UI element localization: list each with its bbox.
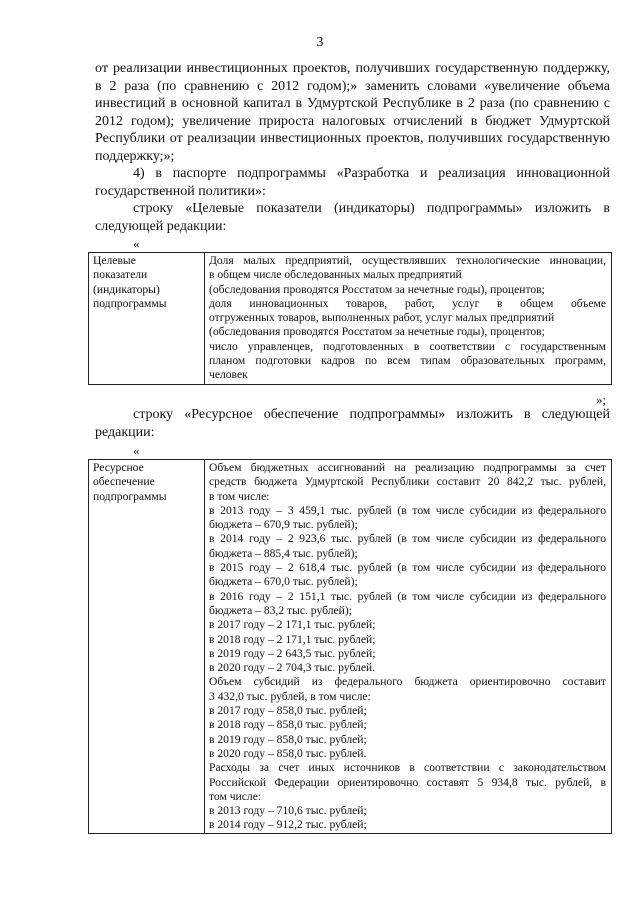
- content-line: в 2017 году – 2 171,1 тыс. рублей;: [209, 618, 376, 632]
- content-line: в общем числе обследованных малых предприятий: [209, 268, 462, 282]
- paragraph-row-resources: строку «Ресурсное обеспечение подпрограммы» изложить в следующей редакции:: [95, 407, 610, 440]
- table-row: [89, 253, 612, 385]
- between-text: [95, 406, 610, 441]
- content-line: в 2013 году – 710,6 тыс. рублей;: [209, 804, 367, 818]
- content-line: Объем субсидий из федерального бюджета ориентировочно составит: [209, 675, 606, 689]
- content-line: в 2018 году – 2 171,1 тыс. рублей;: [209, 632, 376, 646]
- content-line: человек: [209, 368, 248, 382]
- content-line: Доля малых предприятий, осуществлявших технологические инновации,: [209, 254, 606, 267]
- table-row: [89, 460, 612, 834]
- content-line: бюджета – 885,4 тыс. рублей);: [209, 546, 358, 560]
- label-line: Ресурсное: [93, 461, 144, 474]
- label-line: (индикаторы): [93, 282, 160, 296]
- content-line: бюджета – 670,9 тыс. рублей);: [209, 518, 358, 532]
- label-line: подпрограммы: [93, 296, 167, 310]
- label-line: показатели: [93, 268, 148, 282]
- targets-table: [88, 252, 612, 385]
- content-line: в 2017 году – 858,0 тыс. рублей;: [209, 704, 367, 718]
- content-line: в 2020 году – 858,0 тыс. рублей.: [209, 746, 367, 760]
- page-number: 3: [316, 35, 324, 50]
- content-line: в 2019 году – 2 643,5 тыс. рублей;: [209, 646, 376, 660]
- content-line: 3 432,0 тыс. рублей, в том числе:: [209, 689, 371, 703]
- paragraph-row-targets: строку «Целевые показатели (индикаторы) подпрограммы» изложить в следующей редакции:: [95, 201, 610, 234]
- label-line: обеспечение: [93, 475, 155, 489]
- content-line: том числе:: [209, 789, 262, 803]
- opening-quote-1: «: [133, 236, 140, 251]
- content-line: Российской Федерации ориентировочно составят 5 934,8 тыс. рублей, в: [209, 775, 606, 789]
- content-line: Объем бюджетных ассигнований на реализацию подпрограммы за счет: [209, 461, 606, 474]
- resources-content-cell: [205, 460, 612, 834]
- content-line: в 2016 году – 2 151,1 тыс. рублей (в том числе субсидии из федерального: [209, 589, 606, 603]
- content-line: в 2013 году – 3 459,1 тыс. рублей (в том числе субсидии из федерального: [209, 503, 606, 517]
- content-line: отгруженных товаров, выполненных работ, услуг малых предприятий: [209, 311, 555, 325]
- content-line: средств бюджета Удмуртской Республики составит 20 842,2 тыс. рублей,: [209, 475, 606, 489]
- content-line: бюджета – 83,2 тыс. рублей);: [209, 603, 352, 617]
- paragraph-item-4: 4) в паспорте подпрограммы «Разработка и реализация инновационной государственной политики»:: [95, 166, 610, 199]
- content-line: в том числе:: [209, 489, 270, 503]
- content-line: бюджета – 670,0 тыс. рублей);: [209, 575, 358, 589]
- content-line: Расходы за счет иных источников в соответствии с законодательством: [209, 761, 606, 775]
- content-line: в 2015 году – 2 618,4 тыс. рублей (в том числе субсидии из федерального: [209, 561, 606, 575]
- paragraph-replacement: от реализации инвестиционных проектов, получивших государственную поддержку, в 2 раза (по сравнению с 2012 годом);» заменить словами «увеличение объема инвестиций в основной капитал в Удмуртской Республике в 2 раза (по сравнению с 2012 годом); увеличение прироста налоговых отчислений в бюджет Удмуртской Республики от реализации инвестиционных проектов, получивших государственную поддержку;»;: [95, 61, 610, 164]
- intro-text: [95, 60, 610, 235]
- resources-label-cell: [89, 460, 205, 834]
- targets-label-cell: [89, 253, 205, 385]
- content-line: в 2019 году – 858,0 тыс. рублей;: [209, 732, 367, 746]
- content-line: в 2014 году – 2 923,6 тыс. рублей (в том числе субсидии из федерального: [209, 532, 606, 546]
- content-line: число управленцев, подготовленных в соответствии с государственным: [209, 339, 606, 353]
- closing-quote-1: »;: [596, 392, 607, 407]
- content-line: в 2020 году – 2 704,3 тыс. рублей.: [209, 661, 376, 675]
- content-line: (обследования проводятся Росстатом за нечетные годы), процентов;: [209, 282, 545, 296]
- opening-quote-2: «: [133, 443, 140, 458]
- content-line: в 2014 году – 912,2 тыс. рублей;: [209, 818, 367, 832]
- targets-content-cell: [205, 253, 612, 385]
- label-line: подпрограммы: [93, 489, 167, 503]
- content-line: планом подготовки кадров по всем типам образовательных программ,: [209, 354, 606, 368]
- content-line: в 2018 году – 858,0 тыс. рублей;: [209, 718, 367, 732]
- label-line: Целевые: [93, 254, 136, 267]
- resources-table: [88, 459, 612, 834]
- content-line: доля инновационных товаров, работ, услуг в общем объеме: [209, 296, 606, 310]
- content-line: (обследования проводятся Росстатом за нечетные годы), процентов;: [209, 325, 545, 339]
